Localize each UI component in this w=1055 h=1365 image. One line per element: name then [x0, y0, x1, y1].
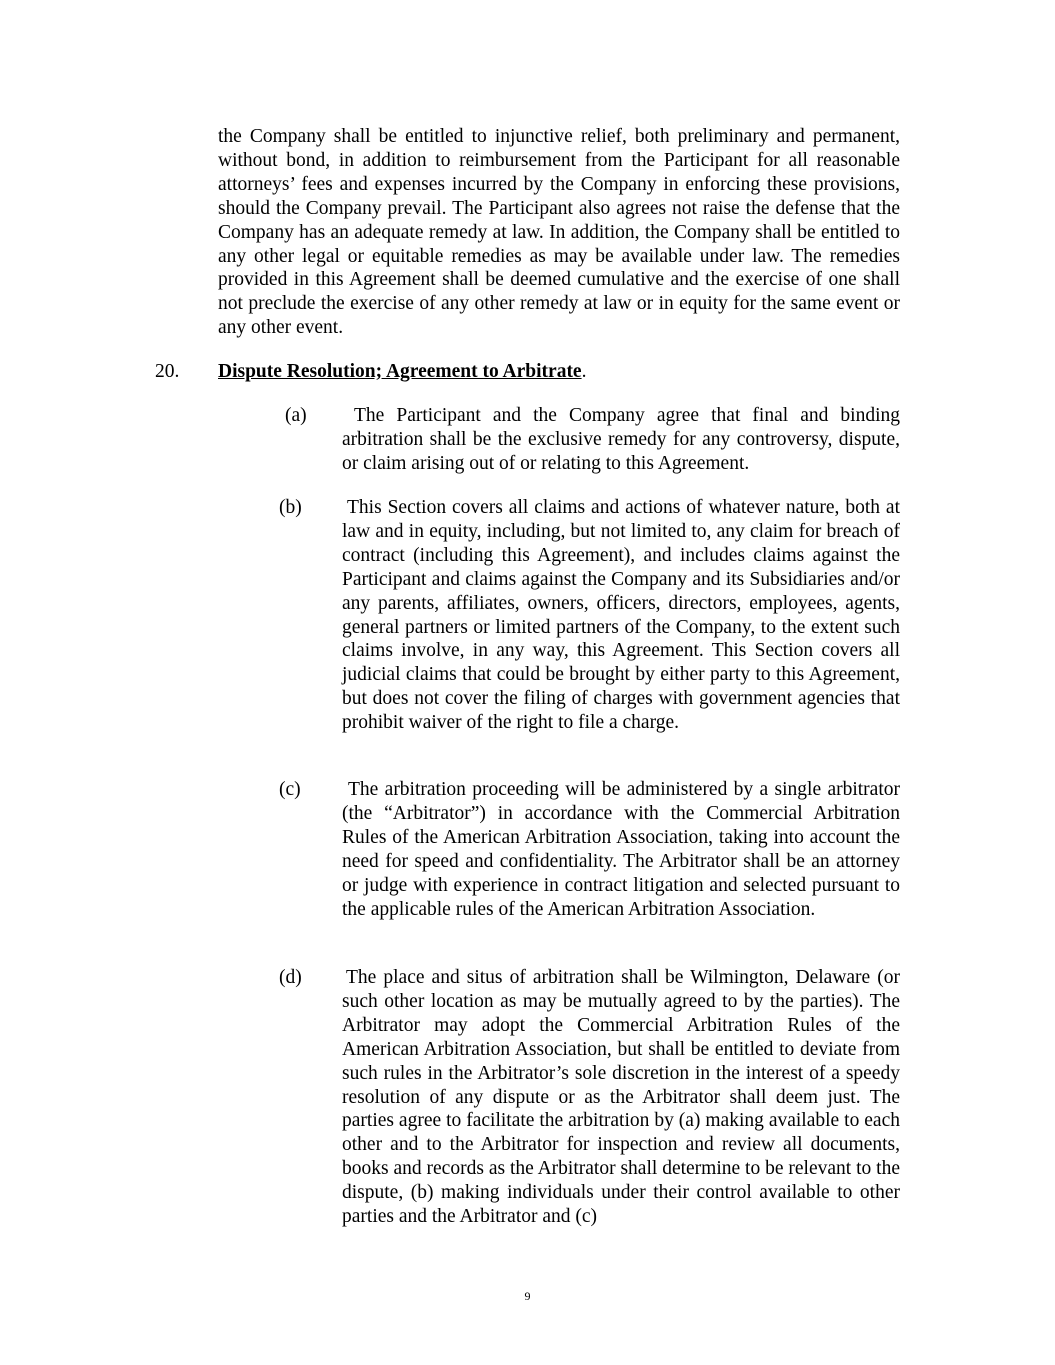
- subsection-label-d: (d): [279, 967, 302, 988]
- subsection-label-c: (c): [279, 779, 301, 800]
- subsection-text-b: This Section covers all claims and actions of whatever nature, both at law and in equity, including, but not limited to, any claim for breach of contract (including this Agreement), and includes claims against the Participant and claims against the Company and its Subsidiaries and/or any parents, affiliates, owners, officers, directors, employees, agents, general partners or limited partners of the Company, to the extent such claims involve, in any way, this Agreement. This Section covers all judicial claims that could be brought by either party to this Agreement, but does not cover the filing of charges with government agencies that prohibit waiver of the right to file a charge.: [342, 497, 900, 734]
- subsection-text-d: The place and situs of arbitration shall be Wilmington, Delaware (or such other location as may be mutually agreed to by the parties). The Arbitrator may adopt the Commercial Arbitration Rules of the American Arbitration Association, but shall be entitled to deviate from such rules in the Arbitrator’s sole discretion in the interest of a speedy resolution of any dispute or as the Arbitrator shall deem just. The parties agree to facilitate the arbitration by (a) making available to each other and to the Arbitrator for inspection and review all documents, books and records as the Arbitrator shall determine to be relevant to the dispute, (b) making individuals under their control available to other parties and the Arbitrator and (c): [342, 967, 900, 1228]
- subsection-label-a: (a): [285, 405, 307, 426]
- section-title: Dispute Resolution; Agreement to Arbitrate: [218, 361, 582, 382]
- subsection-text-c: The arbitration proceeding will be administered by a single arbitrator (the “Arbitrator”) in accordance with the Commercial Arbitration Rules of the American Arbitration Association, taking into account the need for speed and confidentiality. The Arbitrator shall be an attorney or judge with experience in contract litigation and selected pursuant to the applicable rules of the American Arbitration Association.: [342, 779, 900, 920]
- section-title-suffix: .: [581, 361, 587, 382]
- subsection-text-a: The Participant and the Company agree that final and binding arbitration shall be the exclusive remedy for any controversy, dispute, or claim arising out of or relating to this Agreement.: [342, 405, 900, 474]
- page-number: 9: [524, 1289, 531, 1303]
- section-heading: [218, 360, 586, 384]
- intro-paragraph: the Company shall be entitled to injunctive relief, both preliminary and permanent, without bond, in addition to reimbursement from the Participant for all reasonable attorneys’ fees and expenses incurred by the Company in enforcing these provisions, should the Company prevail. The Participant also agrees not raise the defense that the Company has an adequate remedy at law. In addition, the Company shall be entitled to any other legal or equitable remedies as may be available under law. The remedies provided in this Agreement shall be deemed cumulative and the exercise of one shall not preclude the exercise of any other remedy at law or in equity for the same event or any other event.: [218, 126, 900, 339]
- subsection-label-b: (b): [279, 497, 302, 518]
- section-number: 20.: [155, 361, 180, 382]
